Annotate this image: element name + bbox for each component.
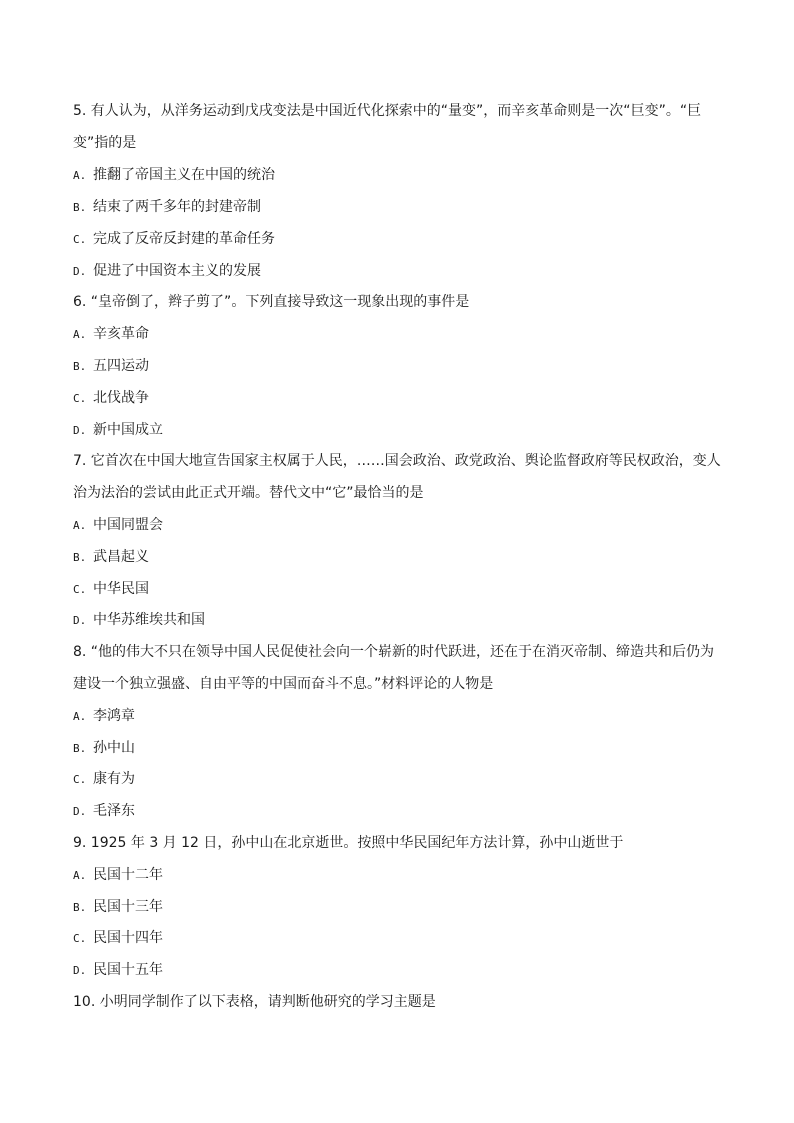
question-9-option-d	[73, 960, 733, 981]
option-text: 武昌起义	[93, 549, 149, 565]
option-letter: C.	[73, 932, 87, 945]
option-letter: A.	[73, 519, 87, 532]
option-text: 中华苏维埃共和国	[93, 612, 205, 628]
question-8-option-b	[73, 738, 733, 759]
option-text: 中华民国	[93, 581, 149, 597]
question-9-option-b	[73, 897, 733, 918]
option-letter: D.	[73, 614, 87, 627]
question-5-stem-line-1: 5. 有人认为，从洋务运动到戊戌变法是中国近代化探索中的“量变”，而辛亥革命则是一次“巨变”。“巨	[73, 103, 702, 119]
question-7-option-c	[73, 579, 733, 600]
question-9-option-c	[73, 928, 733, 949]
option-letter: D.	[73, 964, 87, 977]
option-letter: D.	[73, 805, 87, 818]
question-5-option-d	[73, 261, 733, 282]
question-8-option-a	[73, 706, 733, 727]
question-7-stem-line-1: 7. 它首次在中国大地宣告国家主权属于人民，……国会政治、政党政治、舆论监督政府等民权政治，变人	[73, 453, 721, 469]
option-letter: C.	[73, 392, 87, 405]
option-letter: B.	[73, 901, 87, 914]
option-letter: A.	[73, 869, 87, 882]
option-text: 康有为	[93, 771, 135, 787]
question-8-stem-line-2: 建设一个独立强盛、自由平等的中国而奋斗不息。”材料评论的人物是	[73, 676, 494, 692]
question-6-stem-line-1: 6. “皇帝倒了，辫子剪了”。下列直接导致这一现象出现的事件是	[73, 294, 470, 310]
option-text: 毛泽东	[93, 803, 135, 819]
option-text: 完成了反帝反封建的革命任务	[93, 231, 275, 247]
option-text: 民国十二年	[93, 867, 163, 883]
question-6-option-b	[73, 356, 733, 377]
option-text: 民国十五年	[93, 962, 163, 978]
option-letter: A.	[73, 710, 87, 723]
option-letter: B.	[73, 551, 87, 564]
option-letter: B.	[73, 742, 87, 755]
option-text: 新中国成立	[93, 422, 163, 438]
question-9-option-a	[73, 865, 733, 886]
option-letter: C.	[73, 233, 87, 246]
question-7-option-a	[73, 515, 733, 536]
option-text: 民国十三年	[93, 899, 163, 915]
question-6-option-d	[73, 420, 733, 441]
question-6-option-c	[73, 388, 733, 409]
option-text: 李鸿章	[93, 708, 135, 724]
question-10-stem-line-1: 10. 小明同学制作了以下表格，请判断他研究的学习主题是	[73, 994, 436, 1010]
option-letter: B.	[73, 201, 87, 214]
question-7-option-b	[73, 547, 733, 568]
question-7-stem-line-2: 治为法治的尝试由此正式开端。替代文中“它”最恰当的是	[73, 485, 424, 501]
option-letter: A.	[73, 328, 87, 341]
option-text: 五四运动	[93, 358, 149, 374]
question-5-option-a	[73, 165, 733, 186]
option-letter: D.	[73, 265, 87, 278]
question-9-stem-line-1: 9. 1925 年 3 月 12 日，孙中山在北京逝世。按照中华民国纪年方法计算，孙中山逝世于	[73, 835, 624, 851]
option-letter: C.	[73, 773, 87, 786]
option-text: 孙中山	[93, 740, 135, 756]
question-6-option-a	[73, 324, 733, 345]
option-text: 中国同盟会	[93, 517, 163, 533]
option-text: 推翻了帝国主义在中国的统治	[93, 167, 275, 183]
question-8-stem-line-1: 8. “他的伟大不只在领导中国人民促使社会向一个崭新的时代跃进，还在于在消灭帝制、缔造共和后仍为	[73, 644, 715, 660]
option-text: 促进了中国资本主义的发展	[93, 263, 261, 279]
option-letter: B.	[73, 360, 87, 373]
option-text: 北伐战争	[93, 390, 149, 406]
question-5-option-b	[73, 197, 733, 218]
question-7-option-d	[73, 610, 733, 631]
option-letter: C.	[73, 583, 87, 596]
question-5-option-c	[73, 229, 733, 250]
option-text: 结束了两千多年的封建帝制	[93, 199, 261, 215]
question-8-option-c	[73, 769, 733, 790]
option-text: 民国十四年	[93, 930, 163, 946]
option-letter: D.	[73, 424, 87, 437]
question-8-option-d	[73, 801, 733, 822]
option-letter: A.	[73, 169, 87, 182]
option-text: 辛亥革命	[93, 326, 149, 342]
question-5-stem-line-2: 变”指的是	[73, 135, 137, 151]
